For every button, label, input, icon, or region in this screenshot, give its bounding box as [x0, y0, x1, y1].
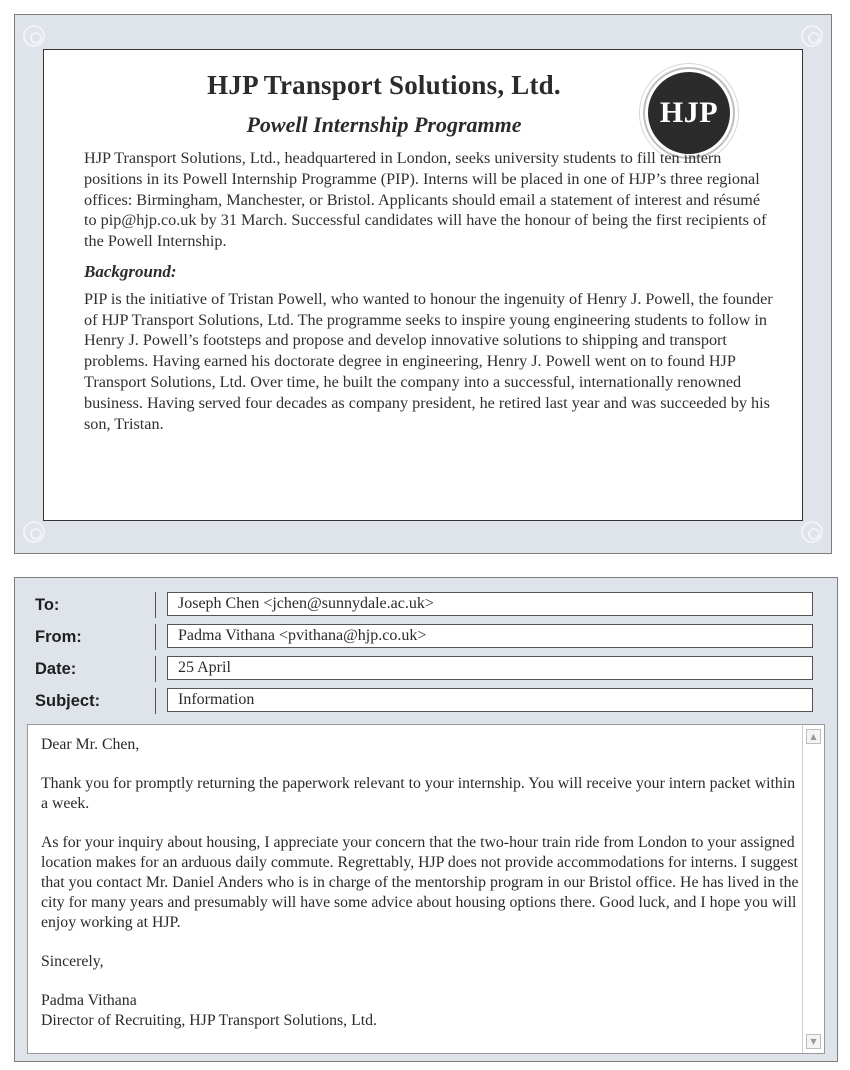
- company-title: HJP Transport Solutions, Ltd.: [207, 70, 561, 100]
- background-heading: Background:: [84, 261, 177, 281]
- scroll-up-icon[interactable]: ▲: [806, 729, 821, 744]
- internship-notice: [14, 14, 832, 554]
- notice-content: [43, 49, 803, 521]
- date-label: Date:: [29, 656, 156, 682]
- closing: Sincerely,: [41, 953, 104, 970]
- message-body[interactable]: [27, 724, 825, 1054]
- to-field[interactable]: Joseph Chen <jchen@sunnydale.ac.uk>: [167, 592, 813, 616]
- corner-ornament-icon: [801, 521, 823, 543]
- signature-title: Director of Recruiting, HJP Transport Solutions, Ltd.: [41, 1012, 377, 1029]
- message-paragraph-1: Thank you for promptly returning the paperwork relevant to your internship. You will receive your intern packet within a week.: [41, 775, 796, 812]
- from-row: [29, 624, 817, 650]
- subject-label: Subject:: [29, 688, 156, 714]
- intro-paragraph: HJP Transport Solutions, Ltd., headquartered in London, seeks university students to fill ten intern positions in its Powell Internship Programme (PIP). Interns will be placed in one of HJP’s three regional offices: Birmingham, Manchester, or Bristol. Applicants should email a statement of interest and résumé to pip@hjp.co.uk by 31 March. Successful candidates will have the honour of being the first recipients of the Powell Internship.: [84, 149, 767, 251]
- background-paragraph: PIP is the initiative of Tristan Powell, who wanted to honour the ingenuity of Henry J. Powell, the founder of HJP Transport Solutions, Ltd. The programme seeks to inspire young engineering students to follow in Henry J. Powell’s footsteps and propose and develop innovative solutions to shipping and transport problems. Having earned his doctorate degree in engineering, Henry J. Powell went on to found HJP Transport Solutions, Ltd. Over time, he built the company into a successful, internationally renowned business. Having served four decades as company president, he retired last year and was succeeded by his son, Tristan.: [84, 289, 773, 433]
- logo-text: HJP: [659, 96, 719, 129]
- greeting: Dear Mr. Chen,: [41, 736, 140, 753]
- corner-ornament-icon: [23, 521, 45, 543]
- from-field[interactable]: Padma Vithana <pvithana@hjp.co.uk>: [167, 624, 813, 648]
- notice-body: [84, 148, 774, 434]
- hjp-logo-icon: [648, 72, 730, 154]
- to-row: [29, 592, 817, 618]
- date-row: [29, 656, 817, 682]
- programme-title: Powell Internship Programme: [246, 112, 522, 137]
- date-field[interactable]: 25 April: [167, 656, 813, 680]
- email-window: [14, 577, 838, 1062]
- subject-row: [29, 688, 817, 714]
- message-paragraph-2: As for your inquiry about housing, I appreciate your concern that the two-hour train ride from London to your assigned location makes for an arduous daily commute. Regrettably, HJP does not provide accommodations for interns. I suggest that you contact Mr. Daniel Anders who is in charge of the mentorship program in our Bristol office. He has lived in the city for many years and presumably will have some advice about housing options there. Good luck, and I hope you will enjoy working at HJP.: [41, 834, 799, 931]
- corner-ornament-icon: [23, 25, 45, 47]
- subject-field[interactable]: Information: [167, 688, 813, 712]
- from-label: From:: [29, 624, 156, 650]
- message-text: [41, 735, 799, 1031]
- signature-name: Padma Vithana: [41, 992, 137, 1009]
- to-label: To:: [29, 592, 156, 618]
- corner-ornament-icon: [801, 25, 823, 47]
- scroll-down-icon[interactable]: ▼: [806, 1034, 821, 1049]
- message-scrollbar[interactable]: [802, 725, 824, 1053]
